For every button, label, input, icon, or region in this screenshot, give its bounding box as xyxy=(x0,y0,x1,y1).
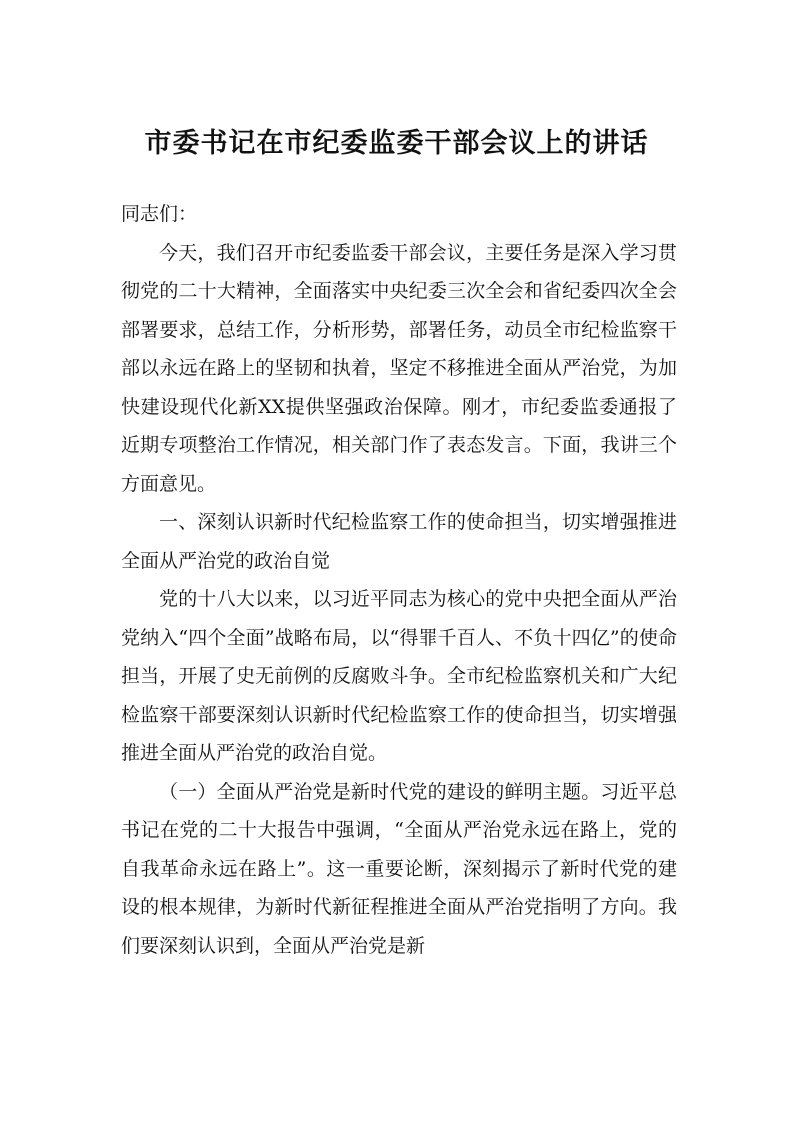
salutation: 同志们： xyxy=(121,203,198,225)
document-body xyxy=(121,195,677,965)
document-title: 市委书记在市纪委监委干部会议上的讲话 xyxy=(144,128,649,159)
paragraph-section-1: 党的十八大以来，以习近平同志为核心的党中央把全面从严治党纳入“四个全面”战略布局，以“得罪千百人、不负十四亿”的使命担当，开展了史无前例的反腐败斗争。全市纪检监察机关和广大纪检监察干部要深刻认识新时代纪检监察工作的使命担当，切实增强推进全面从严治党的政治自觉。 xyxy=(121,588,677,764)
paragraph-intro: 今天，我们召开市纪委监委干部会议，主要任务是深入学习贯彻党的二十大精神，全面落实中央纪委三次全会和省纪委四次全会部署要求，总结工作，分析形势，部署任务，动员全市纪检监察干部以永远在路上的坚韧和执着，坚定不移推进全面从严治党，为加快建设现代化新XX提供坚强政治保障。刚才，市纪委监委通报了近期专项整治工作情况，相关部门作了表态发言。下面，我讲三个方面意见。 xyxy=(121,241,677,495)
section-heading-1: 一、深刻认识新时代纪检监察工作的使命担当，切实增强推进全面从严治党的政治自觉 xyxy=(121,511,677,572)
paragraph-subsection-1: （一）全面从严治党是新时代党的建设的鲜明主题。习近平总书记在党的二十大报告中强调，“全面从严治党永远在路上，党的自我革命永远在路上”。这一重要论断，深刻揭示了新时代党的建设的根本规律，为新时代新征程推进全面从严治党指明了方向。我们要深刻认识到，全面从严治党是新 xyxy=(121,780,677,957)
